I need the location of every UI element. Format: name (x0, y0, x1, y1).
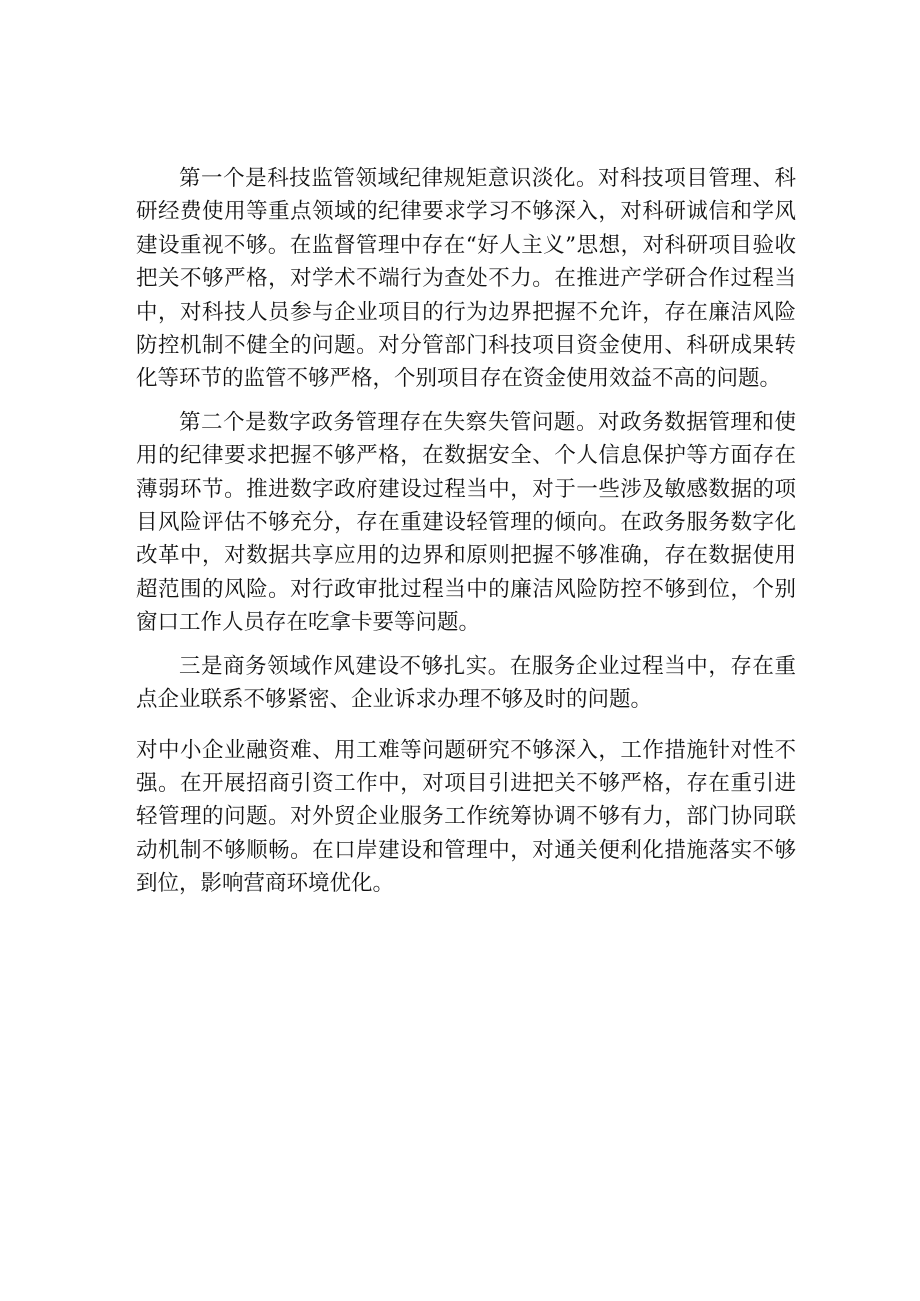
paragraph-tech-supervision: 第一个是科技监管领域纪律规矩意识淡化。对科技项目管理、科研经费使用等重点领域的纪律要求学习不够深入，对科研诚信和学风建设重视不够。在监督管理中存在“好人主义”思想，对科研项目验收把关不够严格，对学术不端行为查处不力。在推进产学研合作过程当中，对科技人员参与企业项目的行为边界把握不允许，存在廉洁风险防控机制不健全的问题。对分管部门科技项目资金使用、科研成果转化等环节的监管不够严格，个别项目存在资金使用效益不高的问题。 (136, 166, 796, 392)
document-body (136, 162, 796, 901)
paragraph-digital-governance: 第二个是数字政务管理存在失察失管问题。对政务数据管理和使用的纪律要求把握不够严格，在数据安全、个人信息保护等方面存在薄弱环节。推进数字政府建设过程当中，对于一些涉及敏感数据的项目风险评估不够充分，存在重建设轻管理的倾向。在政务服务数字化改革中，对数据共享应用的边界和原则把握不够准确，存在数据使用超范围的风险。对行政审批过程当中的廉洁风险防控不够到位，个别窗口工作人员存在吃拿卡要等问题。 (136, 409, 796, 636)
paragraph-sme-business-environment: 对中小企业融资难、用工难等问题研究不够深入，工作措施针对性不强。在开展招商引资工作中，对项目引进把关不够严格，存在重引进轻管理的问题。对外贸企业服务工作统筹协调不够有力，部门协同联动机制不够顺畅。在口岸建设和管理中，对通关便利化措施落实不够到位，影响营商环境优化。 (136, 737, 796, 897)
paragraph-commerce-style: 三是商务领域作风建设不够扎实。在服务企业过程当中，存在重点企业联系不够紧密、企业诉求办理不够及时的问题。 (136, 653, 796, 713)
